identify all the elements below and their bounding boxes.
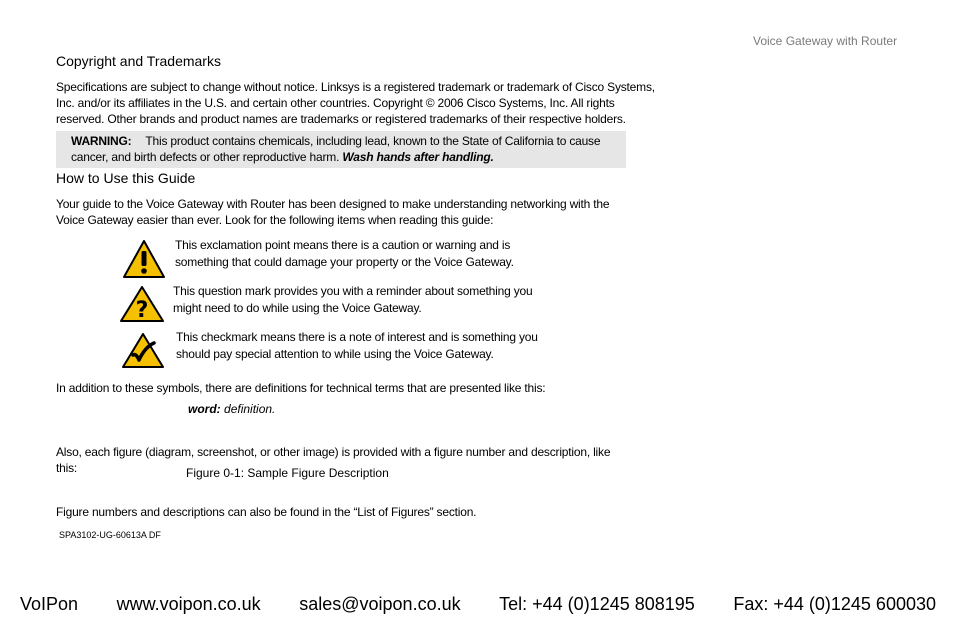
exclamation-icon bbox=[122, 239, 166, 279]
footer-fax: Fax: +44 (0)1245 600030 bbox=[733, 594, 936, 614]
checkmark-line: should pay special attention to while using the Voice Gateway. bbox=[176, 347, 494, 361]
copyright-paragraph bbox=[56, 79, 676, 127]
warning-label: WARNING: bbox=[71, 134, 132, 148]
question-icon bbox=[119, 285, 165, 323]
terms-intro: In addition to these symbols, there are definitions for technical terms that are presented like this: bbox=[56, 381, 546, 395]
checkmark-line: This checkmark means there is a note of interest and is something you bbox=[176, 330, 538, 344]
copyright-heading: Copyright and Trademarks bbox=[56, 53, 221, 69]
question-line: This question mark provides you with a reminder about something you bbox=[173, 284, 533, 298]
figure-intro-line: this: bbox=[56, 461, 78, 475]
warning-line1: This product contains chemicals, including lead, known to the State of California to cause bbox=[145, 134, 601, 148]
exclamation-line: This exclamation point means there is a caution or warning and is bbox=[175, 238, 511, 252]
footer-website-link[interactable]: www.voipon.co.uk bbox=[116, 594, 261, 614]
question-description bbox=[173, 283, 532, 317]
footer-email-link[interactable]: sales@voipon.co.uk bbox=[299, 594, 461, 614]
footer bbox=[20, 594, 936, 615]
exclamation-description bbox=[175, 237, 514, 271]
footer-company: VoIPon bbox=[20, 594, 79, 614]
question-line: might need to do while using the Voice Gateway. bbox=[173, 301, 422, 315]
svg-text:?: ? bbox=[135, 298, 149, 323]
copyright-line: Inc. and/or its affiliates in the U.S. and certain other countries. Copyright © 2006 Cisco Systems, Inc. All rights bbox=[56, 96, 615, 110]
running-header: Voice Gateway with Router bbox=[753, 34, 898, 48]
definition-word: word: bbox=[188, 402, 221, 416]
document-id: SPA3102-UG-60613A DF bbox=[59, 530, 161, 540]
guide-intro bbox=[56, 196, 676, 228]
copyright-line: reserved. Other brands and product names are trademarks or registered trademarks of their respective holders. bbox=[56, 112, 626, 126]
figure-caption: Figure 0-1: Sample Figure Description bbox=[186, 466, 389, 480]
copyright-line: Specifications are subject to change without notice. Linksys is a registered trademark or trademark of Cisco Systems, bbox=[56, 80, 655, 94]
definition-text: definition. bbox=[224, 402, 276, 416]
guide-heading: How to Use this Guide bbox=[56, 170, 196, 186]
figures-note: Figure numbers and descriptions can also be found in the “List of Figures” section. bbox=[56, 505, 477, 519]
guide-intro-line: Voice Gateway easier than ever. Look for the following items when reading this guide: bbox=[56, 213, 494, 227]
warning-emphasis: Wash hands after handling. bbox=[342, 150, 494, 164]
figure-intro-line: Also, each figure (diagram, screenshot, or other image) is provided with a figure number and description, like bbox=[56, 445, 611, 459]
checkmark-description bbox=[176, 329, 538, 363]
footer-tel: Tel: +44 (0)1245 808195 bbox=[499, 594, 695, 614]
guide-intro-line: Your guide to the Voice Gateway with Router has been designed to make understanding networking with the bbox=[56, 197, 610, 211]
warning-line2: cancer, and birth defects or other reproductive harm. bbox=[71, 150, 340, 164]
checkmark-icon bbox=[121, 332, 165, 369]
exclamation-line: something that could damage your property or the Voice Gateway. bbox=[175, 255, 514, 269]
definition-example bbox=[188, 402, 275, 416]
warning-text bbox=[71, 133, 623, 165]
